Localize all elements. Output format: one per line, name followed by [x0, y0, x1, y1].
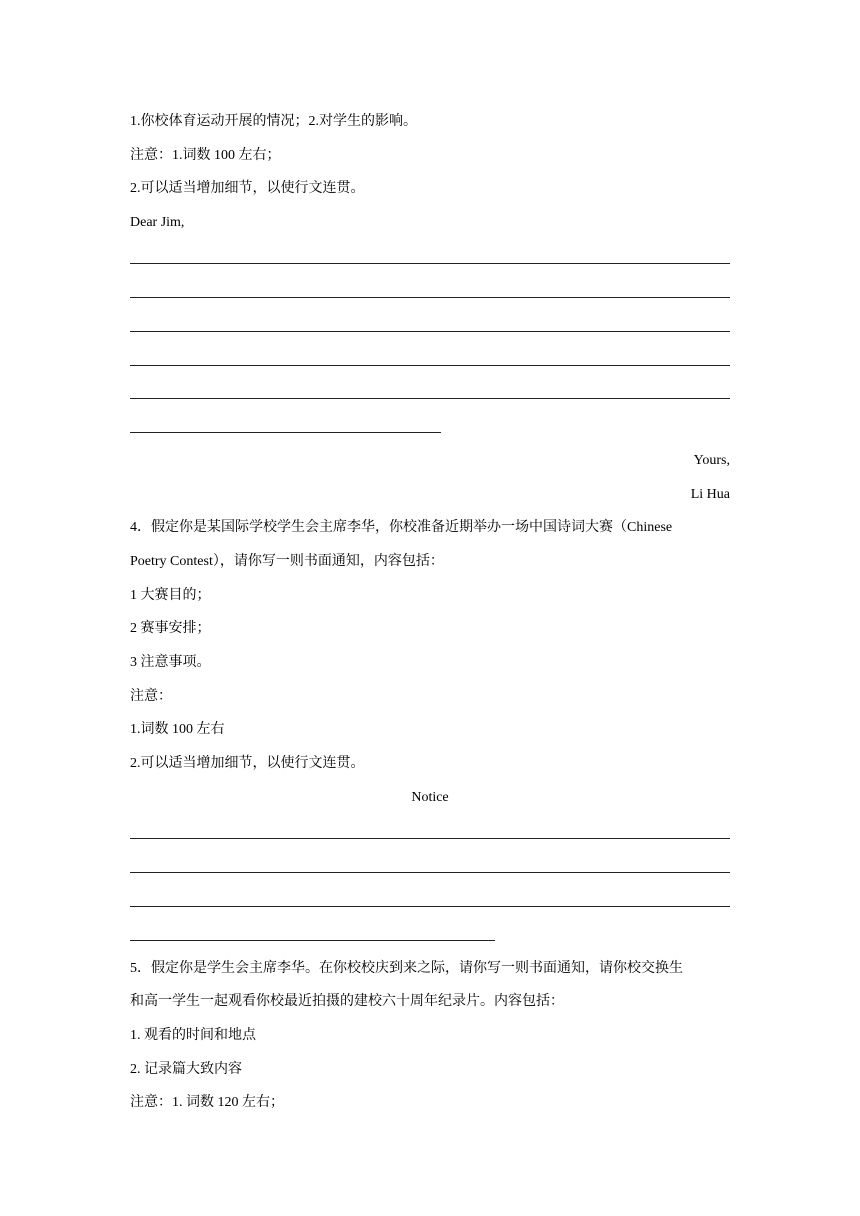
note-label: 注意： [130, 689, 172, 704]
note-line: 1.词数 100 左右 [130, 722, 225, 737]
list-item: 2. 记录篇大致内容 [130, 1062, 242, 1077]
note-line: 2.可以适当增加细节，以使行文连贯。 [130, 181, 365, 196]
list-item: 1 大赛目的； [130, 588, 211, 603]
question-prompt: 4．假定你是某国际学校学生会主席李华，你校准备近期举办一场中国诗词大赛（Chinese [130, 520, 673, 535]
note-line: 2.可以适当增加细节，以使行文连贯。 [130, 756, 365, 771]
question-prompt: 5．假定你是学生会主席李华。在你校校庆到来之际，请你写一则书面通知，请你校交换生 [130, 961, 683, 976]
points-line: 1.你校体育运动开展的情况；2.对学生的影响。 [130, 114, 417, 129]
list-item: 2 赛事安排； [130, 621, 211, 636]
answer-line [130, 940, 495, 941]
answer-line [130, 263, 730, 264]
list-item: 1. 观看的时间和地点 [130, 1028, 256, 1043]
list-item: 3 注意事项。 [130, 655, 211, 670]
answer-line [130, 838, 730, 839]
answer-line [130, 872, 730, 873]
question-prompt: Poetry Contest），请你写一则书面通知，内容包括： [130, 554, 444, 569]
answer-line [130, 398, 730, 399]
letter-signature: Li Hua [690, 487, 730, 502]
answer-line [130, 432, 441, 433]
notice-heading: Notice [411, 790, 449, 805]
answer-line [130, 906, 730, 907]
answer-line [130, 365, 730, 366]
answer-line [130, 331, 730, 332]
answer-line [130, 297, 730, 298]
letter-greeting: Dear Jim, [130, 215, 185, 230]
note-line: 注意：1. 词数 120 左右； [130, 1095, 284, 1110]
question-prompt: 和高一学生一起观看你校最近拍摄的建校六十周年纪录片。内容包括： [130, 994, 564, 1009]
note-line: 注意：1.词数 100 左右； [130, 148, 281, 163]
letter-closing: Yours, [693, 453, 730, 468]
